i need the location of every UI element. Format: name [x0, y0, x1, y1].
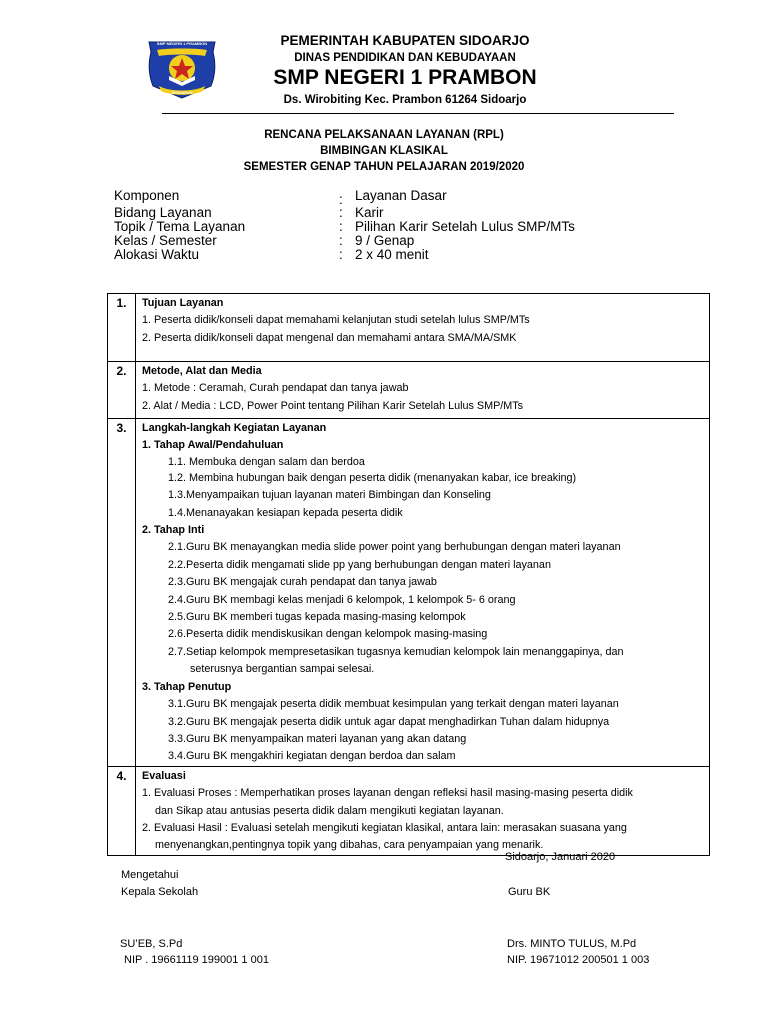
section-number: 2.: [108, 362, 136, 419]
mengetahui-label: Mengetahui: [121, 869, 179, 881]
section-heading: Langkah-langkah Kegiatan Layanan: [142, 422, 327, 434]
guru-bk-name: Drs. MINTO TULUS, M.Pd: [507, 938, 637, 950]
list-item: 3.4.Guru BK mengakhiri kegiatan dengan berdoa dan salam: [168, 750, 456, 763]
alokasi-value: 2 x 40 menit: [355, 247, 429, 262]
list-item: 2. Evaluasi Hasil : Evaluasi setelah mengikuti kegiatan klasikal, antara lain: merasakan suasana yang: [142, 821, 627, 834]
alokasi-colon: :: [339, 247, 343, 262]
list-item: 2.1.Guru BK menayangkan media slide power point yang berhubungan dengan materi layanan: [168, 541, 621, 554]
kepala-sekolah-name: SU’EB, S.Pd: [120, 938, 183, 950]
topik-colon: :: [339, 219, 343, 234]
section-number: 1.: [108, 294, 136, 362]
phase-title: 3. Tahap Penutup: [142, 680, 232, 693]
list-item: 2.4.Guru BK membagi kelas menjadi 6 kelompok, 1 kelompok 5- 6 orang: [168, 593, 516, 606]
section-langkah-body: [136, 419, 710, 767]
component-label: Komponen: [114, 188, 180, 203]
section-number: 3.: [108, 419, 136, 767]
kepala-sekolah-title: Kepala Sekolah: [121, 886, 199, 898]
phase-title: 1. Tahap Awal/Pendahuluan: [142, 439, 284, 452]
bidang-colon: :: [339, 205, 343, 220]
header-divider: [162, 113, 674, 114]
section-number: 4.: [108, 766, 136, 855]
section-evaluasi-body: [136, 766, 710, 855]
list-item: 3.1.Guru BK mengajak peserta didik membuat kesimpulan yang terkait dengan materi layanan: [168, 698, 619, 711]
kepala-sekolah-nip: NIP . 19661119 199001 1 001: [124, 954, 269, 966]
list-item: 2.5.Guru BK memberi tugas kepada masing-masing kelompok: [168, 611, 466, 624]
kelas-label: Kelas / Semester: [114, 233, 217, 248]
list-item: 1.3.Menyampaikan tujuan layanan materi Bimbingan dan Konseling: [168, 489, 491, 502]
section-tujuan-body: [136, 294, 710, 362]
document-semester: SEMESTER GENAP TAHUN PELAJARAN 2019/2020: [243, 161, 525, 173]
list-item: 2.6.Peserta didik mendiskusikan dengan kelompok masing-masing: [168, 628, 488, 641]
place-date: Sidoarjo, Januari 2020: [505, 851, 616, 863]
list-item: 1. Peserta didik/konseli dapat memahami kelanjutan studi setelah lulus SMP/MTs: [142, 314, 530, 327]
section-heading: Tujuan Layanan: [142, 297, 224, 309]
list-item-continuation: dan Sikap atau antusias peserta didik dalam mengikuti kegiatan layanan.: [155, 804, 504, 817]
topik-value: Pilihan Karir Setelah Lulus SMP/MTs: [355, 219, 575, 234]
bidang-label: Bidang Layanan: [114, 205, 212, 220]
logo-top-text: SMP NEGERI 1 PRAMBON: [156, 41, 208, 46]
list-item: 2. Peserta didik/konseli dapat mengenal dan memahami antara SMA/MA/SMK: [142, 331, 517, 344]
logo-bottom-text: SIDOARJO: [171, 90, 193, 95]
section-metode-body: [136, 362, 710, 419]
phase-title: 2. Tahap Inti: [142, 524, 205, 537]
school-name: SMP NEGERI 1 PRAMBON: [273, 66, 537, 89]
list-item: 1.2. Membina hubungan baik dengan peserta didik (menanyakan kabar, ice breaking): [168, 471, 577, 484]
topik-label: Topik / Tema Layanan: [114, 219, 246, 234]
alokasi-label: Alokasi Waktu: [114, 247, 200, 262]
list-item: 2. Alat / Media : LCD, Power Point tentang Pilihan Karir Setelah Lulus SMP/MTs: [142, 399, 524, 412]
bidang-value: Karir: [355, 205, 384, 220]
kelas-value: 9 / Genap: [355, 233, 415, 248]
list-item-continuation: seterusnya bergantian sampai selesai.: [190, 663, 375, 676]
section-tujuan: [108, 294, 710, 362]
list-item: 1.1. Membuka dengan salam dan berdoa: [168, 455, 365, 468]
section-langkah: [108, 419, 710, 767]
school-address: Ds. Wirobiting Kec. Prambon 61264 Sidoarjo: [283, 94, 527, 106]
document-title: RENCANA PELAKSANAAN LAYANAN (RPL): [264, 129, 504, 141]
list-item: 1.4.Menanayakan kesiapan kepada peserta didik: [168, 506, 403, 519]
government-heading: PEMERINTAH KABUPATEN SIDOARJO: [280, 33, 530, 48]
document-subtitle: BIMBINGAN KLASIKAL: [320, 145, 448, 157]
list-item: 2.7.Setiap kelompok mempresetasikan tugasnya kemudian kelompok lain menanggapinya, dan: [168, 645, 624, 658]
list-item: 1. Evaluasi Proses : Memperhatikan proses layanan dengan refleksi hasil masing-masing peserta didik: [142, 787, 633, 800]
rpl-table: [107, 293, 710, 856]
list-item-continuation: menyenangkan,pentingnya topik yang dibahas, cara penyampaian yang menarik.: [155, 839, 544, 852]
section-evaluasi: [108, 766, 710, 855]
list-item: 3.2.Guru BK mengajak peserta didik untuk agar dapat menghadirkan Tuhan dalam hidupnya: [168, 715, 610, 728]
guru-bk-title: Guru BK: [508, 886, 551, 898]
list-item: 3.3.Guru BK menyampaikan materi layanan yang akan datang: [168, 732, 467, 745]
component-value: Layanan Dasar: [355, 188, 447, 203]
component-colon: :: [339, 192, 343, 207]
kelas-colon: :: [339, 233, 343, 248]
list-item: 2.2.Peserta didik mengamati slide pp yang berhubungan dengan materi layanan: [168, 558, 551, 571]
list-item: 2.3.Guru BK mengajak curah pendapat dan tanya jawab: [168, 576, 437, 589]
list-item: 1. Metode : Ceramah, Curah pendapat dan tanya jawab: [142, 382, 409, 395]
section-metode: [108, 362, 710, 419]
guru-bk-nip: NIP. 19671012 200501 1 003: [507, 954, 650, 966]
section-heading: Evaluasi: [142, 769, 186, 782]
department-heading: DINAS PENDIDIKAN DAN KEBUDAYAAN: [294, 52, 516, 64]
section-heading: Metode, Alat dan Media: [142, 365, 262, 377]
